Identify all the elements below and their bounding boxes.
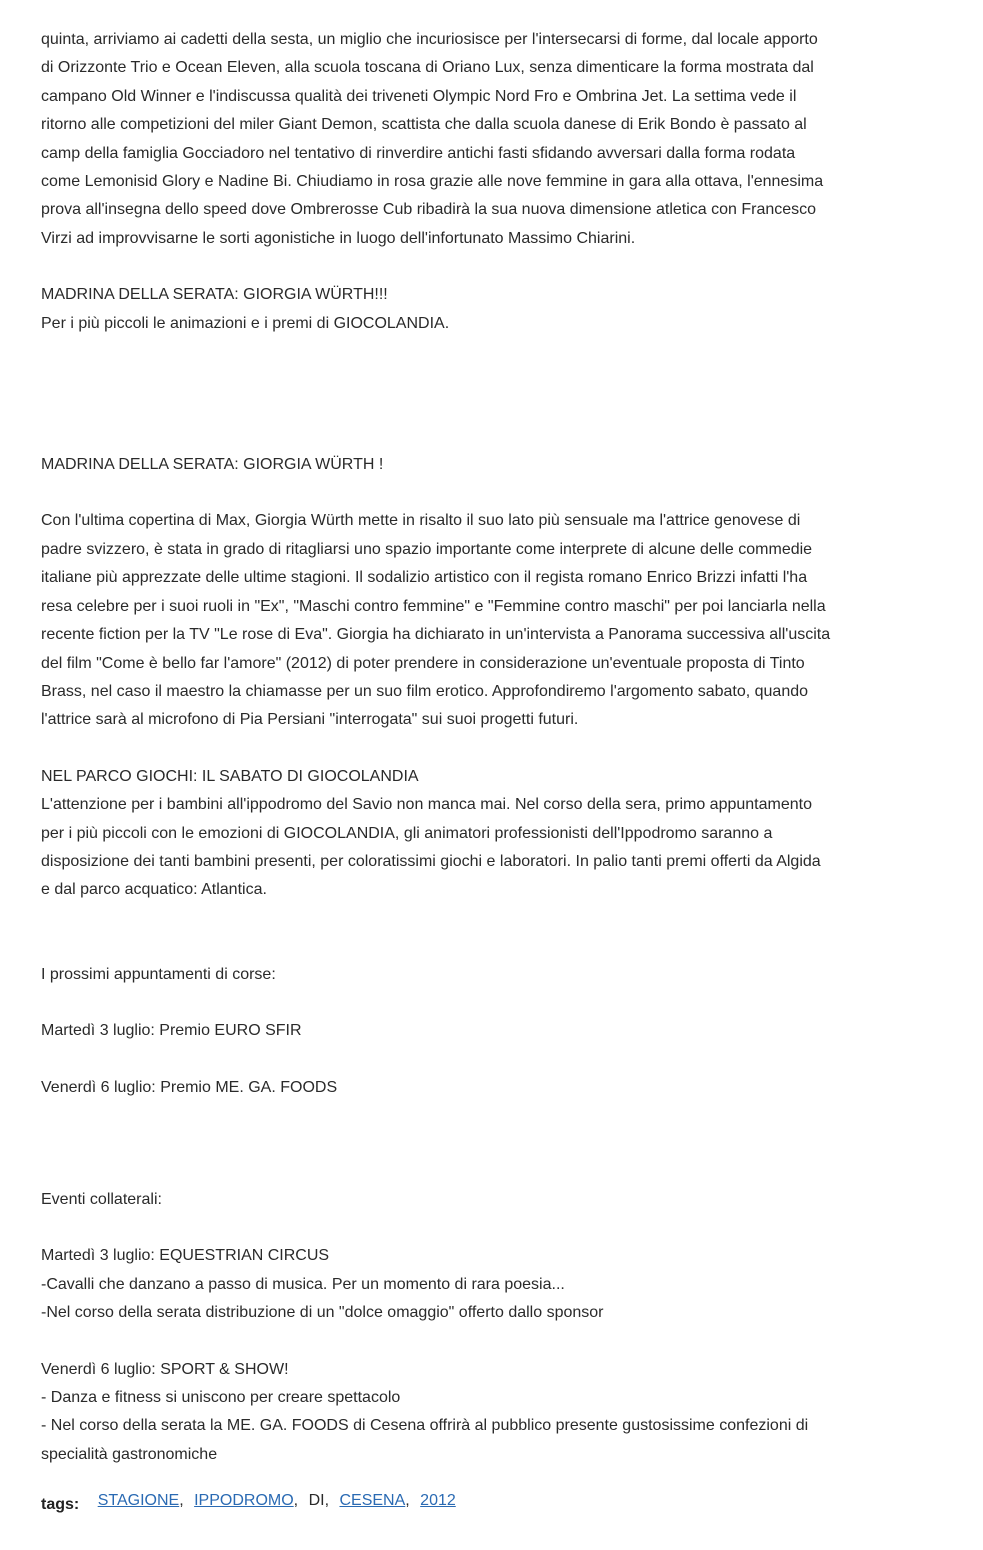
text-line: l'attrice sarà al microfono di Pia Persiani "interrogata" sui suoi progetti futuri. [41,711,579,729]
text-line: come Lemonisid Glory e Nadine Bi. Chiudiamo in rosa grazie alle nove femmine in gara alla ottava, l'ennesima [41,173,824,191]
madrina-heading-2: MADRINA DELLA SERATA: GIORGIA WÜRTH ! [41,456,384,474]
eventi-heading-text: Eventi collaterali: [41,1190,162,1208]
text-line: quinta, arriviamo ai cadetti della sesta, un miglio che incuriosisce per l'intersecarsi di forme, dal locale apporto [41,31,818,48]
madrina-announcement [41,281,949,338]
parco-heading: NEL PARCO GIOCHI: IL SABATO DI GIOCOLANDIA [41,767,419,785]
eventi-heading [41,1186,949,1214]
text-line: campano Old Winner e l'indiscussa qualità dei triveneti Olympic Nord Fro e Ombrina Jet. La settima vede il [41,87,797,105]
list-item: - Nel corso della serata la ME. GA. FOODS di Cesena offrirà al pubblico presente gustosissime confezioni di [41,1417,809,1435]
text-line: recente fiction per la TV "Le rose di Eva". Giorgia ha dichiarato in un'intervista a Panorama successiva all'uscita [41,626,831,644]
prossimi-heading [41,961,949,989]
martedi-heading: Martedì 3 luglio: EQUESTRIAN CIRCUS [41,1247,330,1265]
list-item: specialità gastronomiche [41,1445,218,1463]
text-line: prova all'insegna dello speed dove Ombrerosse Cub ribadirà la sua nuova dimensione atletica con Francesco [41,201,817,219]
venerdi-event [41,1356,949,1470]
tag-di: DI [308,1492,325,1509]
tag-separator: , [179,1492,184,1509]
list-item: - Danza e fitness si uniscono per creare spettacolo [41,1389,401,1406]
madrina-heading: MADRINA DELLA SERATA: GIORGIA WÜRTH!!! [41,286,388,304]
corse-item-text: Martedì 3 luglio: Premio EURO SFIR [41,1022,302,1040]
text-line: L'attenzione per i bambini all'ippodromo del Savio non manca mai. Nel corso della sera, primo appuntamento [41,796,812,814]
text-line: padre svizzero, è stata in grado di ritagliarsi uno spazio importante come interprete di alcune delle commedie [41,540,813,558]
venerdi-heading: Venerdì 6 luglio: SPORT & SHOW! [41,1360,289,1378]
tag-separator: , [405,1492,410,1509]
wurth-paragraph [41,507,949,734]
tags-label: tags: [41,1496,80,1513]
tag-link-ippodromo[interactable]: IPPODROMO [194,1492,294,1509]
intro-paragraph [41,26,949,253]
corse-item [41,1017,949,1045]
text-line: Virzi ad improvvisarne le sorti agonistiche in luogo dell'infortunato Massimo Chiarini. [41,229,636,247]
madrina-section [41,451,949,479]
text-line: per i più piccoli con le emozioni di GIOCOLANDIA, gli animatori professionisti dell'Ippodromo saranno a [41,824,773,842]
text-line: ritorno alle competizioni del miler Giant Demon, scattista che dalla scuola danese di Erik Bondo è passato al [41,116,807,134]
text-line: di Orizzonte Trio e Ocean Eleven, alla scuola toscana di Oriano Lux, senza dimenticare la forma mostrata dal [41,59,814,77]
text-line: italiane più apprezzate delle ultime stagioni. Il sodalizio artistico con il regista romano Enrico Brizzi infatti l'ha [41,569,808,587]
list-item: -Nel corso della serata distribuzione di un "dolce omaggio" offerto dallo sponsor [41,1304,604,1322]
text-line: camp della famiglia Gocciadoro nel tentativo di rinverdire antichi fasti sfidando avversari dalla forma rodata [41,144,796,162]
text-line: disposizione dei tanti bambini presenti, per coloratissimi giochi e laboratori. In palio tanti premi offerti da Algida [41,852,821,870]
animazioni-text: Per i più piccoli le animazioni e i premi di GIOCOLANDIA. [41,314,450,332]
tag-link-stagione[interactable]: STAGIONE [97,1492,180,1509]
tag-separator: , [324,1492,330,1509]
corse-item [41,1074,949,1102]
parco-giochi-section [41,763,949,905]
text-line: Brass, nel caso il maestro la chiamasse per un suo film erotico. Approfondiremo l'argomento sabato, quando [41,682,809,700]
article-body [41,26,949,1469]
text-line: Con l'ultima copertina di Max, Giorgia Würth mette in risalto il suo lato più sensuale ma l'attrice genovese di [41,512,801,530]
corse-item-text: Venerdì 6 luglio: Premio ME. GA. FOODS [41,1078,338,1096]
tag-link-2012[interactable]: 2012 [420,1492,456,1509]
text-line: resa celebre per i suoi ruoli in "Ex", "Maschi contro femmine" e "Femmine contro maschi" per poi lanciarla nella [41,597,826,615]
list-item: -Cavalli che danzano a passo di musica. Per un momento di rara poesia... [41,1275,565,1293]
tag-link-cesena[interactable]: CESENA [339,1492,406,1509]
martedi-event [41,1242,949,1327]
tag-separator: , [293,1492,299,1509]
prossimi-heading-text: I prossimi appuntamenti di corse: [41,965,276,983]
text-line: e dal parco acquatico: Atlantica. [41,881,267,899]
text-line: del film "Come è bello far l'amore" (2012) di poter prendere in considerazione un'eventuale proposta di Tinto [41,654,805,672]
tags-row [41,1489,456,1513]
